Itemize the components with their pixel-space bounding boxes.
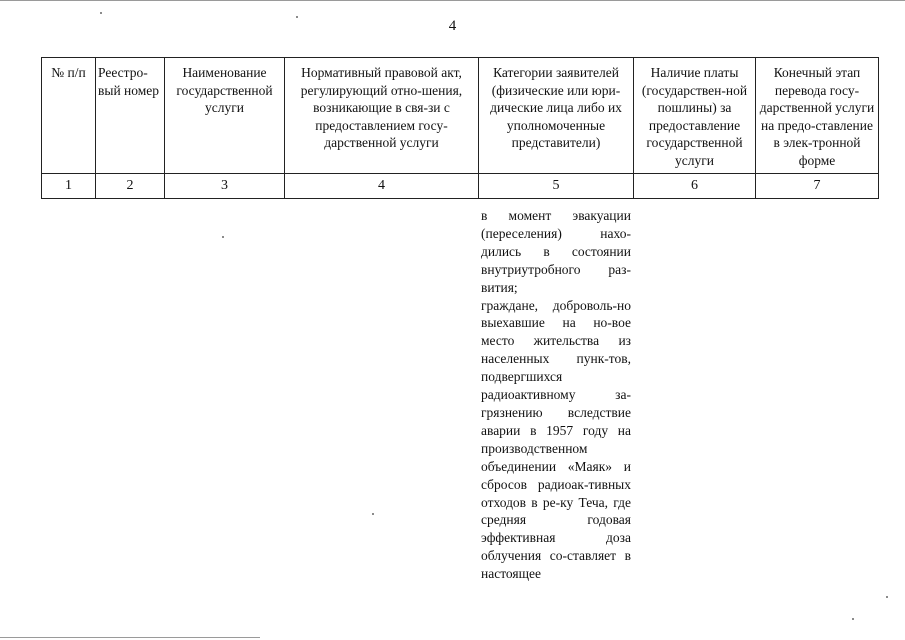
column-number-3: 3 — [165, 174, 285, 199]
scan-speck — [222, 236, 224, 238]
column-number-7: 7 — [756, 174, 879, 199]
header-applicant-categories: Категории заявителей (физические или юри-дические лица либо их уполномоченные представители) — [479, 58, 634, 174]
scan-speck — [886, 596, 888, 598]
table-header-row — [42, 58, 879, 174]
services-registry-table — [41, 57, 879, 199]
header-legal-act: Нормативный правовой акт, регулирующий отно-шения, возникающие в свя-зи с предоставлением госу-дарственной услуги — [285, 58, 479, 174]
scan-speck — [296, 16, 298, 18]
scan-speck — [100, 12, 102, 14]
header-number: № п/п — [42, 58, 96, 174]
column-number-1: 1 — [42, 174, 96, 199]
column-number-row — [42, 174, 879, 199]
page-number: 4 — [448, 18, 457, 34]
header-registry-number: Реестро-вый номер — [96, 58, 165, 174]
scan-speck — [852, 618, 854, 620]
column-number-6: 6 — [634, 174, 756, 199]
column-number-5: 5 — [479, 174, 634, 199]
column-number-2: 2 — [96, 174, 165, 199]
applicant-categories-continuation — [481, 207, 631, 583]
header-final-stage: Конечный этап перевода госу-дарственной услуги на предо-ставление в элек-тронной форме — [756, 58, 879, 174]
continuation-paragraph: граждане, доброволь-но выехавшие на но-вое место жительства из населенных пунк-тов, подвергшихся радиоактивному за-грязнению вследствие аварии в 1957 году на производственном объединении «Маяк» и сбросов радиоак-тивных отходов в ре-ку Теча, где средняя годовая эффективная доза облучения со-ставляет в настоящее — [481, 297, 631, 582]
bottom-scan-edge — [0, 637, 260, 638]
header-fee: Наличие платы (государствен-ной пошлины) за предоставление государственной услуги — [634, 58, 756, 174]
continuation-paragraph: в момент эвакуации (переселения) нахо-дились в состоянии внутриутробного раз-вития; — [481, 208, 631, 295]
header-service-name: Наименование государственной услуги — [165, 58, 285, 174]
scan-speck — [372, 513, 374, 515]
column-number-4: 4 — [285, 174, 479, 199]
top-scan-edge — [0, 0, 905, 1]
